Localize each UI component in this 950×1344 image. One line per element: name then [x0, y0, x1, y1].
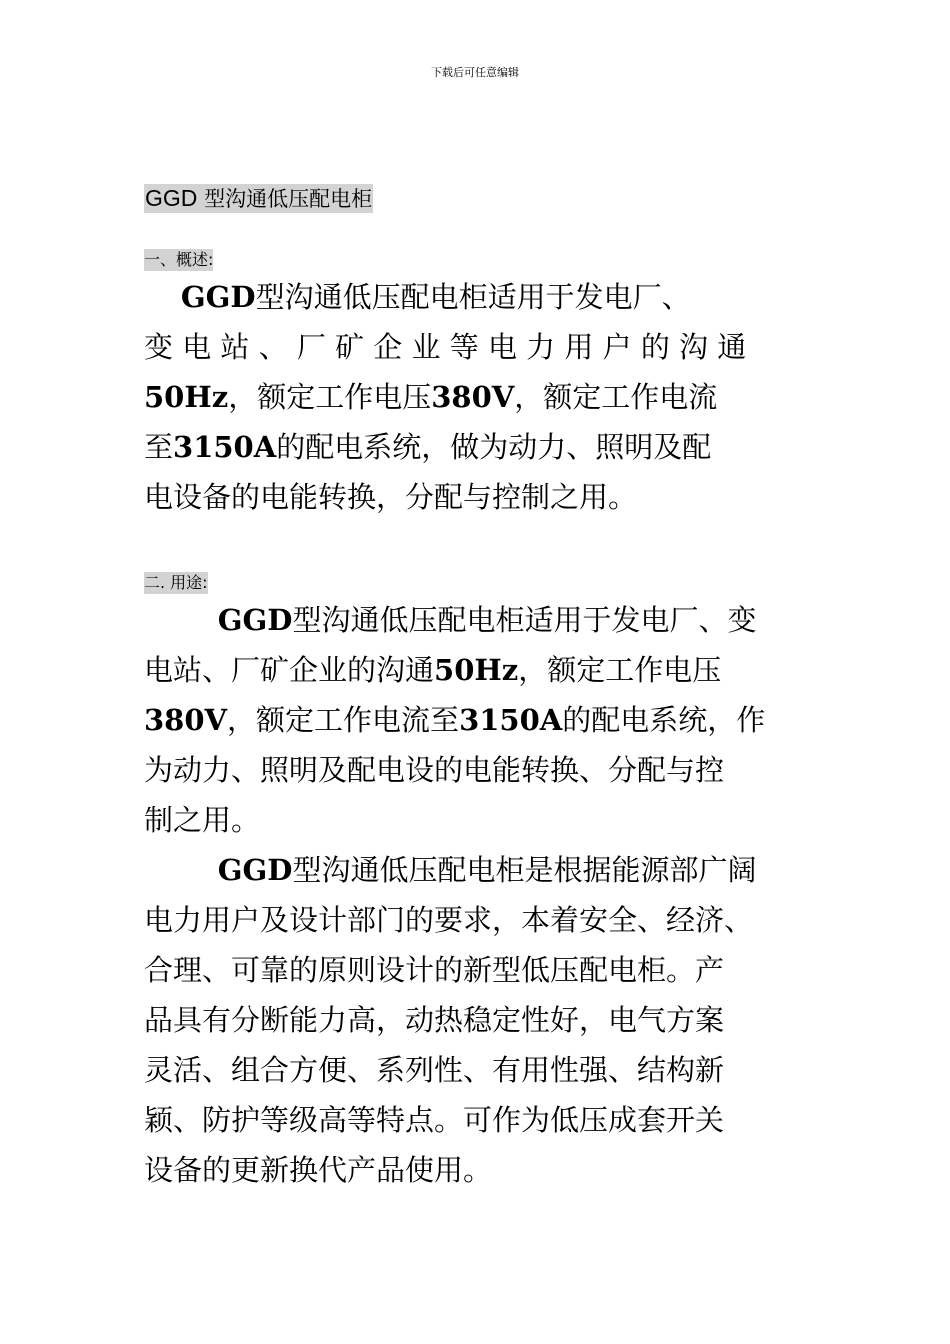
- paragraph-line: GGD型沟通低压配电柜是根据能源部广阔: [217, 853, 757, 887]
- paragraph-line: 品具有分断能力高，动热稳定性好，电气方案: [144, 1003, 725, 1037]
- paragraph-line: 50Hz，额定工作电压380V，额定工作电流: [144, 380, 718, 414]
- paragraph-line: 变 电 站 、 厂 矿 企 业 等 电 力 用 户 的 沟 通: [144, 330, 747, 364]
- paragraph-line: 电力用户及设计部门的要求，本着安全、经济、: [144, 903, 754, 937]
- paragraph-line: GGD型沟通低压配电柜适用于发电厂、: [180, 280, 691, 314]
- section-heading-usage: 二. 用途:: [144, 573, 208, 592]
- document-title-model: GGD: [145, 185, 198, 211]
- paragraph-line: 电站、厂矿企业的沟通50Hz，额定工作电压: [144, 653, 722, 687]
- paragraph-line: 电设备的电能转换，分配与控制之用。: [144, 480, 638, 514]
- page-header-note: 下载后可任意编辑: [431, 66, 519, 79]
- paragraph-line: 至3150A的配电系统，做为动力、照明及配: [144, 430, 712, 464]
- document-title: [144, 184, 373, 213]
- paragraph-line: 合理、可靠的原则设计的新型低压配电柜。产: [144, 953, 725, 987]
- paragraph-line: 380V，额定工作电流至3150A的配电系统，作: [144, 703, 766, 737]
- paragraph-line: GGD型沟通低压配电柜适用于发电厂、变: [217, 603, 757, 637]
- paragraph-line: 灵活、组合方便、系列性、有用性强、结构新: [144, 1053, 725, 1087]
- section-heading-overview: 一、概述:: [144, 250, 214, 269]
- paragraph-line: 颖、防护等级高等特点。可作为低压成套开关: [144, 1103, 725, 1137]
- paragraph-line: 制之用。: [144, 803, 261, 837]
- document-title-text: 型沟通低压配电柜: [197, 187, 373, 211]
- paragraph-line: 为动力、照明及配电设的电能转换、分配与控: [144, 753, 725, 787]
- paragraph-line: 设备的更新换代产品使用。: [144, 1153, 493, 1187]
